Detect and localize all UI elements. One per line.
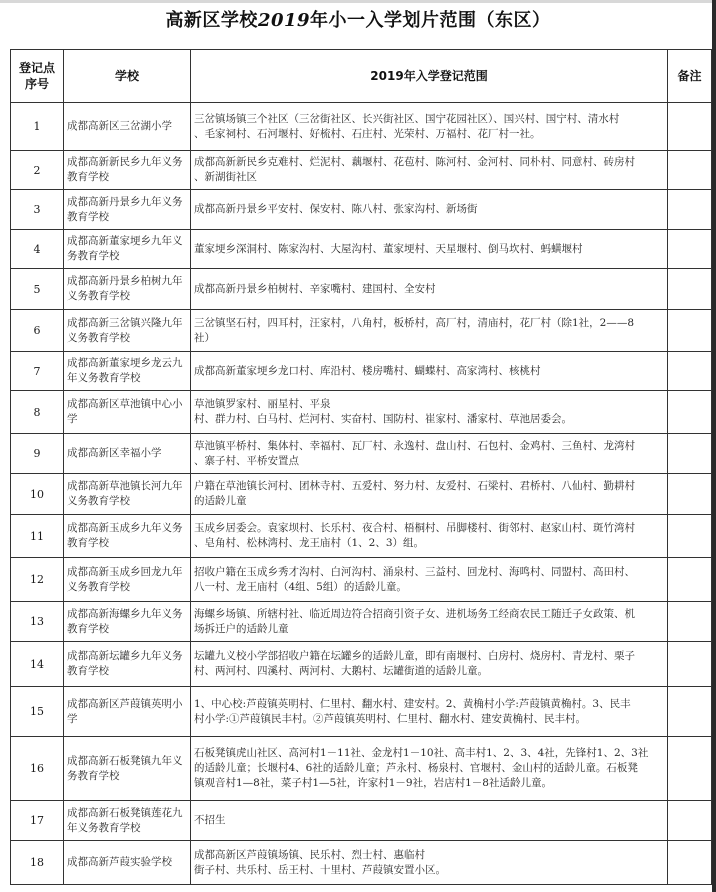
note-cell: [668, 474, 712, 515]
school-name: 成都高新区三岔湖小学: [64, 103, 191, 151]
row-number: 5: [11, 269, 64, 310]
note-cell: [668, 391, 712, 434]
enrollment-range: [191, 801, 668, 841]
enrollment-range: [191, 642, 668, 687]
note-cell: [668, 602, 712, 642]
right-edge-strip: [712, 0, 716, 892]
enrollment-range: [191, 558, 668, 602]
enrollment-range: [191, 151, 668, 190]
header-school: 学校: [64, 50, 191, 103]
enrollment-range: [191, 841, 668, 885]
title-suffix: 年小一入学划片范围（东区）: [310, 10, 551, 31]
school-name: 成都高新玉成乡九年义务教育学校: [64, 515, 191, 558]
note-cell: [668, 515, 712, 558]
school-name: 成都高新新民乡九年义务教育学校: [64, 151, 191, 190]
school-name: 成都高新芦葭实验学校: [64, 841, 191, 885]
enrollment-range: [191, 602, 668, 642]
row-number: 3: [11, 190, 64, 230]
row-number: 1: [11, 103, 64, 151]
table-row: [11, 602, 712, 642]
row-number: 14: [11, 642, 64, 687]
row-number: 2: [11, 151, 64, 190]
range-line: 石板凳镇虎山社区、高河村1－11社、金龙村1－10社、高丰村1、2、3、4社，先锋村1、2、3社: [194, 747, 649, 759]
enrollment-range: [191, 687, 668, 737]
range-line: 、毛家祠村、石河堰村、好梳村、石庄村、光荣村、万福村、花厂村一社。: [194, 127, 541, 140]
school-name: 成都高新海螺乡九年义务教育学校: [64, 602, 191, 642]
range-line: 成都高新董家埂乡龙口村、库沿村、楼房嘴村、蝴蝶村、高家湾村、核桃村: [194, 364, 541, 377]
range-line: 场拆迁户的适龄儿童: [194, 622, 289, 635]
range-line: 的适龄儿童；长堰村4、6社的适龄儿童；芦永村、杨泉村、官堰村、金山村的适龄儿童。石板凳: [194, 762, 638, 774]
range-line: 、皂角村、松林湾村、龙王庙村（1、2、3）组。: [194, 537, 425, 549]
school-name: 成都高新草池镇长河九年义务教育学校: [64, 474, 191, 515]
title-year: 2019: [257, 10, 311, 31]
school-name: 成都高新丹景乡柏树九年义务教育学校: [64, 269, 191, 310]
note-cell: [668, 352, 712, 391]
header-note: 备注: [668, 50, 712, 103]
table-row: [11, 841, 712, 885]
header-no: [11, 50, 64, 103]
enrollment-range: [191, 103, 668, 151]
school-name: 成都高新玉成乡回龙九年义务教育学校: [64, 558, 191, 602]
range-line: 村、群力村、白马村、烂河村、实奋村、国防村、崔家村、潘家村、草池居委会。: [194, 413, 572, 425]
top-border-strip: [0, 0, 716, 3]
enrollment-range: [191, 310, 668, 352]
school-name: 成都高新石板凳镇莲花九年义务教育学校: [64, 801, 191, 841]
note-cell: [668, 737, 712, 801]
range-line: 社）: [194, 331, 215, 344]
page-title: [0, 6, 716, 32]
range-line: 草池镇罗家村、丽星村、平泉: [194, 398, 331, 410]
range-line: 玉成乡居委会。袁家坝村、长乐村、夜合村、梧桐村、吊脚楼村、街邻村、赵家山村、斑竹湾村: [194, 522, 635, 534]
enrollment-range: [191, 737, 668, 801]
row-number: 10: [11, 474, 64, 515]
range-line: 、新湖街社区: [194, 171, 257, 183]
range-line: 成都高新区芦葭镇场镇、民乐村、烈士村、惠临村: [194, 848, 425, 861]
table-row: [11, 642, 712, 687]
header-no-line1: 登记点: [18, 61, 55, 75]
range-line: 、寨子村、平桥安置点: [194, 454, 299, 467]
note-cell: [668, 190, 712, 230]
table-row: [11, 801, 712, 841]
range-line: 的适龄儿童: [194, 495, 247, 507]
row-number: 8: [11, 391, 64, 434]
range-line: 村小学:①芦葭镇民丰村。②芦葭镇英明村、仁里村、翻水村、建安黄桷村、民丰村。: [194, 712, 587, 725]
enrollment-range: [191, 352, 668, 391]
note-cell: [668, 434, 712, 474]
range-line: 八一村、龙王庙村（4组、5组）的适龄儿童。: [194, 580, 407, 593]
table-header-row: [11, 50, 712, 103]
table-row: [11, 737, 712, 801]
note-cell: [668, 103, 712, 151]
note-cell: [668, 687, 712, 737]
table-row: [11, 474, 712, 515]
note-cell: [668, 801, 712, 841]
range-line: 三岔镇场镇三个社区（三岔街社区、长兴街社区、国宁花园社区）、国兴村、国宁村、清水村: [194, 112, 620, 125]
school-name: 成都高新区芦葭镇英明小学: [64, 687, 191, 737]
range-line: 街子村、共乐村、岳王村、十里村、芦葭镇安置小区。: [194, 863, 446, 876]
range-line: 三岔镇坚石村，四耳村，汪家村，八角村，板桥村，高厂村，清庙村，花厂村（除1社，2——8: [194, 316, 635, 329]
enrollment-range: [191, 391, 668, 434]
note-cell: [668, 841, 712, 885]
enrollment-range: [191, 474, 668, 515]
note-cell: [668, 310, 712, 352]
table-row: [11, 269, 712, 310]
range-line: 镇观音村1—8社，菜子村1—5社，许家村1－9社，岩店村1－8社适龄儿童。: [194, 777, 552, 789]
school-name: 成都高新丹景乡九年义务教育学校: [64, 190, 191, 230]
row-number: 18: [11, 841, 64, 885]
table-row: [11, 352, 712, 391]
note-cell: [668, 151, 712, 190]
range-line: 村、两河村、四溪村、两河村、大鹅村、坛罐街道的适龄儿童。: [194, 665, 488, 677]
school-name: 成都高新三岔镇兴隆九年义务教育学校: [64, 310, 191, 352]
header-no-line2: 序号: [24, 77, 49, 91]
row-number: 9: [11, 434, 64, 474]
note-cell: [668, 642, 712, 687]
table-row: [11, 190, 712, 230]
header-range: 2019年入学登记范围: [191, 50, 668, 103]
table-row: [11, 103, 712, 151]
range-line: 户籍在草池镇长河村、团林寺村、五爱村、努力村、友爱村、石梁村、君桥村、八仙村、勤耕村: [194, 480, 635, 492]
row-number: 12: [11, 558, 64, 602]
range-line: 1、中心校:芦葭镇英明村、仁里村、翻水村、建安村。2、黄桷村小学:芦葭镇黄桷村。3、民丰: [194, 697, 631, 710]
table-row: [11, 310, 712, 352]
table-row: [11, 391, 712, 434]
range-line: 招收户籍在玉成乡秀才沟村、白河沟村、涌泉村、三益村、回龙村、海鸣村、同盟村、高田村、: [194, 565, 635, 578]
school-name: 成都高新坛罐乡九年义务教育学校: [64, 642, 191, 687]
table-row: [11, 230, 712, 269]
table-row: [11, 687, 712, 737]
row-number: 17: [11, 801, 64, 841]
range-line: 成都高新丹景乡柏树村、辛家嘴村、建国村、全安村: [194, 282, 436, 295]
school-name: 成都高新区草池镇中心小学: [64, 391, 191, 434]
school-name: 成都高新董家埂乡九年义务教育学校: [64, 230, 191, 269]
table-row: [11, 151, 712, 190]
range-line: 坛罐九义校小学部招收户籍在坛罐乡的适龄儿童，即有南堰村、白房村、烧房村、青龙村、栗子: [194, 650, 635, 662]
row-number: 16: [11, 737, 64, 801]
row-number: 6: [11, 310, 64, 352]
row-number: 11: [11, 515, 64, 558]
enrollment-range: [191, 434, 668, 474]
row-number: 4: [11, 230, 64, 269]
school-name: 成都高新区幸福小学: [64, 434, 191, 474]
enrollment-range: [191, 515, 668, 558]
note-cell: [668, 269, 712, 310]
range-line: 成都高新丹景乡平安村、保安村、陈八村、张家沟村、新场街: [194, 203, 478, 215]
table-row: [11, 434, 712, 474]
row-number: 15: [11, 687, 64, 737]
note-cell: [668, 558, 712, 602]
table-row: [11, 558, 712, 602]
school-name: 成都高新董家埂乡龙云九年义务教育学校: [64, 352, 191, 391]
enrollment-range: [191, 269, 668, 310]
row-number: 13: [11, 602, 64, 642]
enrollment-range: [191, 190, 668, 230]
table-row: [11, 515, 712, 558]
range-line: 董家埂乡深洞村、陈家沟村、大屋沟村、董家埂村、天星堰村、倒马坎村、蚂蟥堰村: [194, 242, 583, 255]
range-line: 成都高新新民乡克难村、烂泥村、藕堰村、花苞村、陈河村、金河村、同朴村、同意村、砖房村: [194, 156, 635, 168]
range-line: 不招生: [194, 814, 226, 826]
row-number: 7: [11, 352, 64, 391]
range-line: 草池镇平桥村、集体村、幸福村、瓦厂村、永逸村、盘山村、石包村、金鸡村、三鱼村、龙湾村: [194, 439, 635, 452]
school-name: 成都高新石板凳镇九年义务教育学校: [64, 737, 191, 801]
enrollment-range: [191, 230, 668, 269]
note-cell: [668, 230, 712, 269]
range-line: 海螺乡场镇、所辖村社、临近周边符合招商引资子女、进机场务工经商农民工随迁子女政策、机: [194, 607, 635, 620]
table-body: [11, 103, 712, 885]
title-prefix: 高新区学校: [165, 10, 258, 31]
enrollment-zone-table: [10, 49, 712, 885]
